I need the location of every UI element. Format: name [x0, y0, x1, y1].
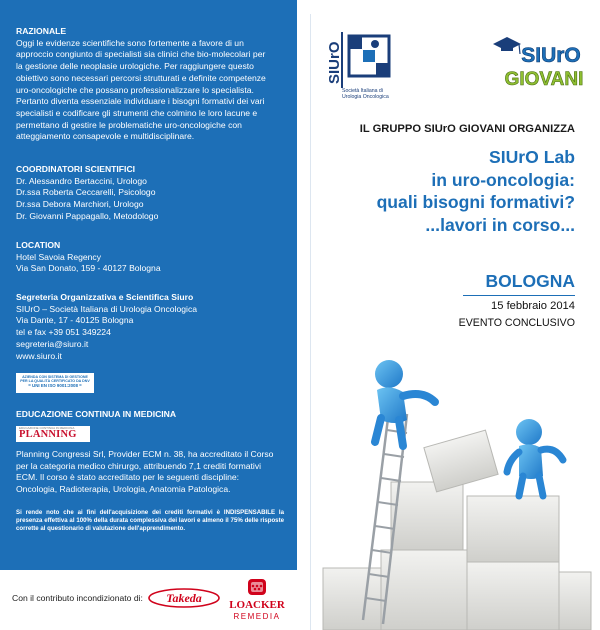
event-title: [321, 146, 575, 236]
loacker-sub: REMEDIA: [233, 612, 281, 621]
siuro-logo-caption: [342, 88, 389, 100]
title-line: SIUrO Lab: [488, 147, 575, 167]
razionale-line: specialisti e codificare gli strumenti che colmino le loro lacune e: [16, 107, 258, 118]
building-blocks-illustration: [311, 350, 591, 630]
takeda-logo: [148, 588, 220, 608]
title-line: quali bisogni formativi?: [376, 192, 575, 213]
organizer-line: IL GRUPPO SIUrO GIOVANI ORGANIZZA: [359, 123, 575, 135]
razionale-line: obiettivo sono necessari percorsi strutturati e definite competenze: [16, 72, 266, 83]
planning-logo-subtext: EDUCAZIONE CONTINUA IN MEDICINA: [19, 426, 75, 430]
razionale-line: uro-oncologiche che possano professionalizzare lo specialista.: [16, 84, 254, 95]
segreteria-website[interactable]: www.siuro.it: [16, 350, 62, 361]
stacked-blocks-icon: [323, 430, 591, 630]
title-line: in uro-oncologia:: [431, 169, 575, 190]
planning-logo: [16, 426, 90, 442]
loacker-remedia-logo: [226, 577, 288, 625]
left-panel: [0, 0, 297, 630]
giovani-logo-line1: SIUrO: [521, 44, 581, 67]
ecm-line: ECM. Il corso è stato accreditato per le seguenti discipline:: [16, 472, 240, 483]
coordinatore-name: Dr. Giovanni Pappagallo, Metodologo: [16, 210, 159, 221]
coordinatore-name: Dr. Alessandro Bertaccini, Urologo: [16, 175, 147, 186]
coordinatori-heading: COORDINATORI SCIENTIFICI: [16, 164, 136, 174]
location-heading: LOCATION: [16, 240, 61, 250]
iso-certification-badge: [16, 373, 94, 393]
razionale-line: permettano di gestire le problematiche uro-oncologiche con: [16, 119, 242, 130]
ecm-text: [16, 449, 282, 496]
planning-logo-name: PLANNING: [19, 429, 77, 440]
location-section: [16, 240, 282, 275]
segreteria-email[interactable]: segreteria@siuro.it: [16, 338, 89, 349]
right-panel: [310, 14, 591, 630]
location-line: Hotel Savoia Regency: [16, 251, 102, 262]
siuro-giovani-logo: [489, 32, 584, 90]
razionale-line: atteggiamento consapevole e multidisciplinare.: [16, 131, 195, 142]
city-divider: [463, 295, 575, 296]
segreteria-section: [16, 292, 282, 362]
cert-line: PER LA QUALITÀ CERTIFICATO DA DNV: [20, 379, 90, 384]
razionale-heading: RAZIONALE: [16, 26, 67, 36]
giovani-logo-line2: GIOVANI: [504, 69, 584, 90]
razionale-line: Oggi le evidenze scientifiche sono fortemente a favore di un: [16, 37, 244, 48]
siuro-pixel-emblem-icon: [349, 36, 389, 76]
location-line: Via San Donato, 159 - 40127 Bologna: [16, 263, 161, 274]
event-type: EVENTO CONCLUSIVO: [458, 317, 575, 329]
sponsor-label: Con il contributo incondizionato di:: [12, 593, 143, 603]
loacker-name: LOACKER: [229, 599, 285, 611]
takeda-logo-text: Takeda: [166, 591, 202, 605]
cert-line: AZIENDA CON SISTEMA DI GESTIONE: [22, 375, 88, 379]
razionale-line: approccio congiunto di specialisti sia clinici che bio-molecolari per: [16, 49, 266, 60]
ecm-heading-block: [16, 409, 282, 421]
razionale-line: Pertanto diventa essenziale individuare i bisogni formativi dei vari: [16, 96, 265, 107]
cert-line: = UNI EN ISO 9001:2008 =: [28, 382, 82, 388]
figure-on-ladder-icon: [375, 360, 435, 446]
segreteria-line: SIUrO – Società Italiana di Urologia Oncologica: [16, 303, 198, 314]
ecm-fine-print: Si rende noto che ai fini dell'acquisizione dei crediti formativi è INDISPENSABILE la presenza effettiva al 100% della durata complessiva dei lavori e almeno il 75% delle risposte corrette al questionario di valutazione dell'apprendimento.: [16, 509, 284, 532]
coordinatore-name: Dr.ssa Roberta Ceccarelli, Psicologo: [16, 187, 156, 198]
siuro-caption-line: Urologia Oncologica: [342, 94, 389, 100]
figure-on-blocks-icon: [507, 419, 563, 496]
ecm-line: per la categoria medico chirurgo, attribuendo 7,1 crediti formativi: [16, 460, 262, 471]
info-panel: [0, 0, 297, 570]
coordinatore-name: Dr.ssa Debora Marchiori, Urologo: [16, 199, 144, 210]
segreteria-line: tel e fax +39 051 349224: [16, 327, 111, 338]
razionale-line: la gestione delle neoplasie urologiche. Per raggiungere questo: [16, 61, 254, 72]
loacker-emblem-icon: [248, 579, 266, 595]
ecm-heading: EDUCAZIONE CONTINUA IN MEDICINA: [16, 409, 177, 419]
siuro-logo-word: SIUrO: [326, 41, 343, 84]
razionale-section: [16, 26, 282, 143]
segreteria-line: Via Dante, 17 - 40125 Bologna: [16, 315, 134, 326]
siuro-caption-line: Società Italiana di: [342, 88, 383, 94]
title-line: ...lavori in corso...: [425, 214, 575, 235]
coordinatori-section: [16, 164, 282, 223]
event-city: BOLOGNA: [485, 271, 575, 291]
ecm-line: Planning Congressi Srl, Provider ECM n. 38, ha accreditato il Corso: [16, 449, 274, 459]
ecm-line: Oncologia, Radioterapia, Urologia, Anatomia Patologica.: [16, 484, 231, 495]
graduation-cap-icon: [493, 37, 521, 54]
segreteria-heading: Segreteria Organizzativa e Scientifica Siuro: [16, 292, 194, 302]
event-date: 15 febbraio 2014: [491, 300, 575, 312]
